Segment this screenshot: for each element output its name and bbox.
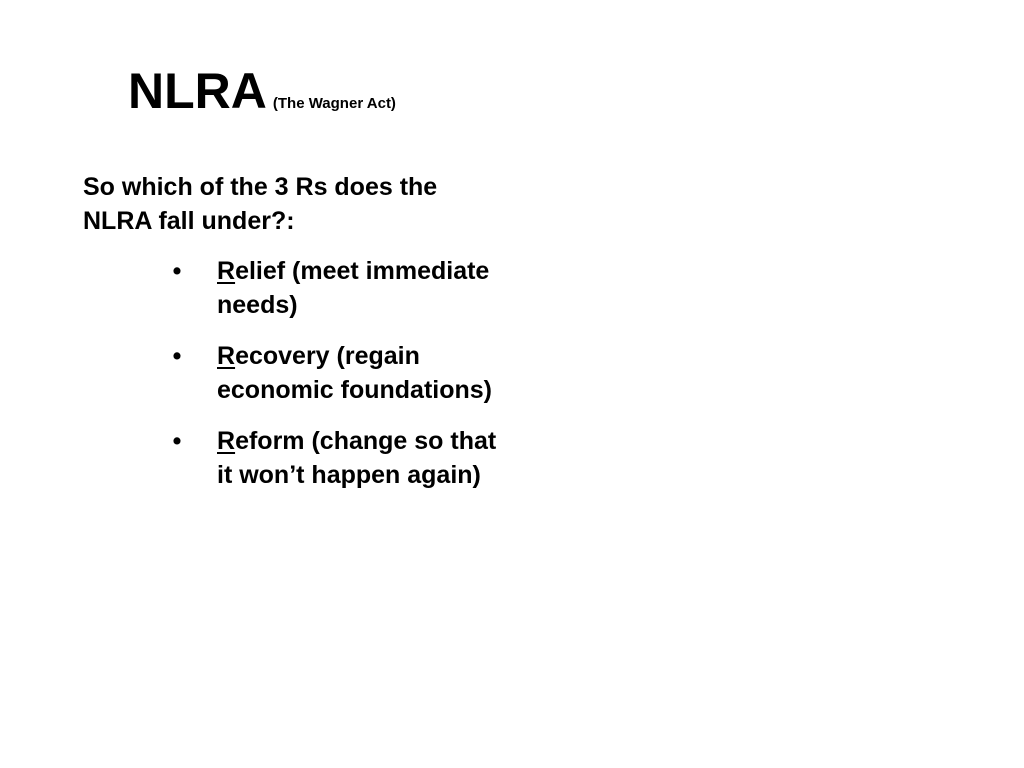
subtitle-text: (The Wagner Act) <box>272 95 396 112</box>
title-text: NLRA <box>128 63 267 119</box>
question-text: So which of the 3 Rs does the NLRA fall under?: <box>83 173 438 235</box>
bullet-icon: • <box>172 342 182 370</box>
bullet-initial: R <box>217 257 236 285</box>
bullet-item-relief <box>171 254 501 322</box>
slide-title <box>128 63 396 119</box>
bullet-item-recovery <box>171 339 501 407</box>
bullet-text: eform (change so that it won’t happen again) <box>217 427 497 489</box>
bullet-text: elief (meet immediate needs) <box>217 257 490 319</box>
bullet-initial: R <box>217 342 236 370</box>
bullet-list <box>171 254 501 509</box>
bullet-icon: • <box>172 257 182 285</box>
bullet-item-reform <box>171 424 501 492</box>
bullet-icon: • <box>172 427 182 455</box>
bullet-initial: R <box>217 427 236 455</box>
bullet-text: ecovery (regain economic foundations) <box>217 342 492 404</box>
